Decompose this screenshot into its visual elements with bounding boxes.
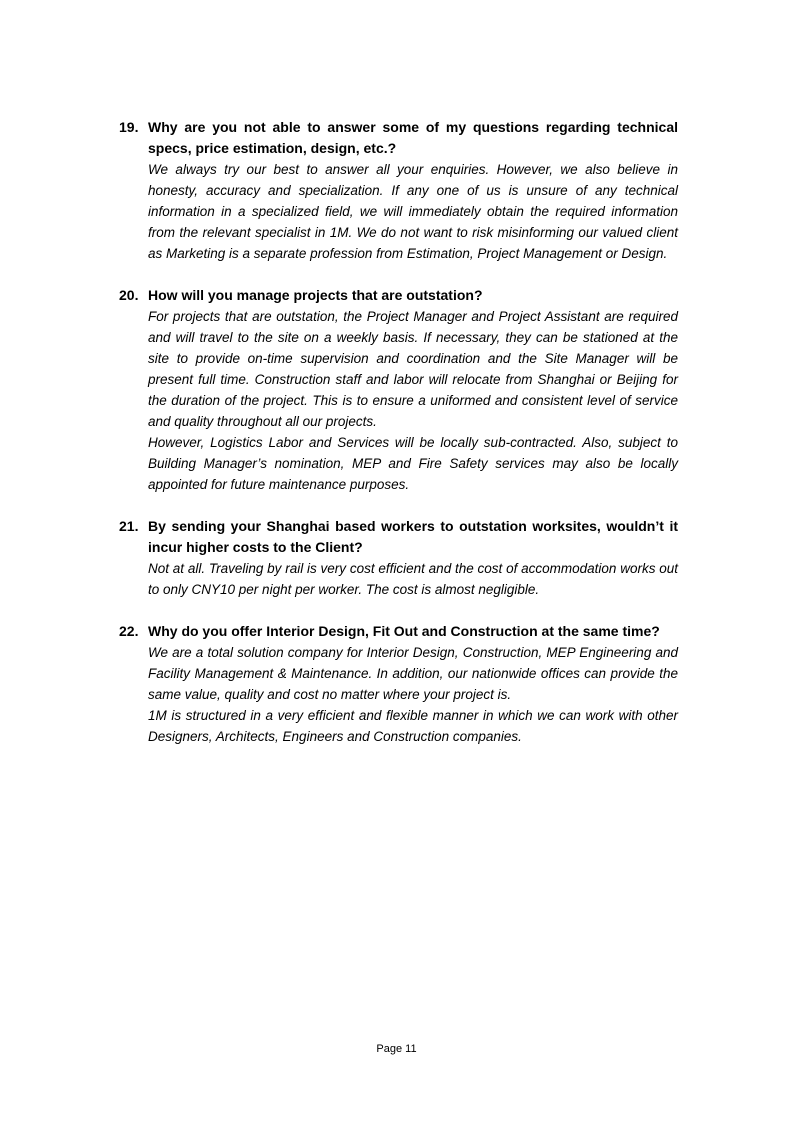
page-number: Page 11 [376, 1043, 417, 1055]
question-number: 22. [119, 623, 139, 639]
faq-answer [148, 558, 678, 600]
faq-item-21 [119, 516, 678, 600]
question-text: How will you manage projects that are outstation? [148, 287, 483, 303]
answer-paragraph: Not at all. Traveling by rail is very cost efficient and the cost of accommodation works out to only CNY10 per night per worker. The cost is almost negligible. [148, 561, 678, 597]
faq-question [119, 285, 678, 306]
faq-answer [148, 306, 678, 495]
faq-list [119, 117, 678, 768]
question-text: Why do you offer Interior Design, Fit Out and Construction at the same time? [148, 623, 660, 639]
faq-item-22 [119, 621, 678, 747]
question-number: 21. [119, 518, 139, 534]
answer-paragraph: We always try our best to answer all your enquiries. However, we also believe in honesty, accuracy and specialization. If any one of us is unsure of any technical information in a specialized field, we will immediately obtain the required information from the relevant specialist in 1M. We do not want to risk misinforming our valued client as Marketing is a separate profession from Estimation, Project Management or Design. [148, 162, 678, 261]
answer-paragraph: However, Logistics Labor and Services will be locally sub-contracted. Also, subject to Building Manager’s nomination, MEP and Fire Safety services may also be locally appointed for future maintenance purposes. [148, 435, 678, 492]
answer-paragraph: For projects that are outstation, the Project Manager and Project Assistant are required and will travel to the site on a weekly basis. If necessary, they can be stationed at the site to provide on-time supervision and coordination and the Site Manager will be present full time. Construction staff and labor will relocate from Shanghai or Beijing for the duration of the project. This is to ensure a uniformed and consistent level of service and quality throughout all our projects. [148, 309, 678, 429]
faq-question [119, 621, 678, 642]
question-number: 20. [119, 287, 139, 303]
question-number: 19. [119, 119, 139, 135]
faq-answer [148, 642, 678, 747]
faq-question [119, 117, 678, 159]
faq-question [119, 516, 678, 558]
faq-item-19 [119, 117, 678, 264]
question-text: By sending your Shanghai based workers to outstation worksites, wouldn’t it incur higher costs to the Client? [148, 518, 678, 555]
question-text: Why are you not able to answer some of my questions regarding technical specs, price estimation, design, etc.? [148, 119, 678, 156]
faq-answer [148, 159, 678, 264]
answer-paragraph: We are a total solution company for Interior Design, Construction, MEP Engineering and Facility Management & Maintenance. In addition, our nationwide offices can provide the same value, quality and cost no matter where your project is. [148, 645, 678, 702]
answer-paragraph: 1M is structured in a very efficient and flexible manner in which we can work with other Designers, Architects, Engineers and Construction companies. [148, 708, 678, 744]
faq-item-20 [119, 285, 678, 495]
